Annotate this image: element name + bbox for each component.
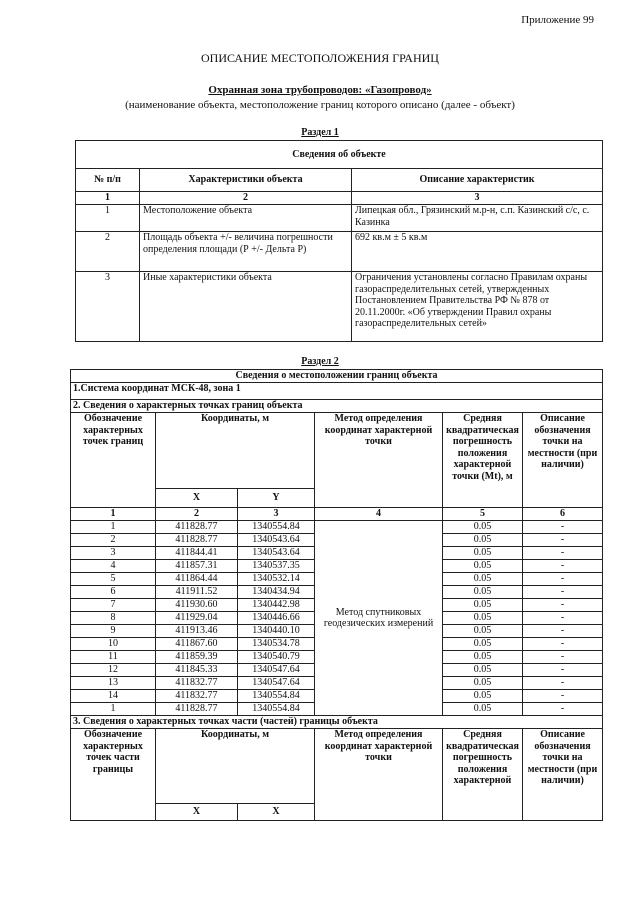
object-info-table [75, 140, 603, 342]
coordinate-system: 1.Система координат МСК-48, зона 1 [71, 383, 603, 400]
point-x: 411828.77 [156, 703, 238, 716]
point-y: 1340534.78 [238, 638, 315, 651]
point-description: - [523, 534, 603, 547]
point-error: 0.05 [443, 560, 523, 573]
col-number: 5 [443, 508, 523, 521]
point-description: - [523, 586, 603, 599]
row-characteristic: Иные характеристики объекта [140, 272, 352, 342]
point-row [71, 521, 603, 534]
point-y: 1340554.84 [238, 703, 315, 716]
section2-label: Раздел 2 [301, 356, 339, 367]
header-description: Описание обозначения точки на местности (при наличии) [523, 413, 603, 508]
point-x: 411857.31 [156, 560, 238, 573]
object-name [0, 84, 640, 97]
point-number: 9 [71, 625, 156, 638]
point-number: 5 [71, 573, 156, 586]
point-number: 13 [71, 677, 156, 690]
point-description: - [523, 599, 603, 612]
point-number: 1 [71, 521, 156, 534]
point-x: 411828.77 [156, 521, 238, 534]
point-number: 4 [71, 560, 156, 573]
part-title: 3. Сведения о характерных точках части (частей) границы объекта [71, 716, 603, 729]
point-error: 0.05 [443, 547, 523, 560]
point-number: 8 [71, 612, 156, 625]
point-description: - [523, 690, 603, 703]
row-num: 1 [76, 205, 140, 232]
point-x: 411844.41 [156, 547, 238, 560]
point-description: - [523, 664, 603, 677]
point-y: 1340540.79 [238, 651, 315, 664]
point-description: - [523, 560, 603, 573]
row-num: 2 [76, 232, 140, 272]
col-number: 6 [523, 508, 603, 521]
point-error: 0.05 [443, 638, 523, 651]
point-x: 411828.77 [156, 534, 238, 547]
point-y: 1340554.84 [238, 521, 315, 534]
point-number: 3 [71, 547, 156, 560]
point-y: 1340434.94 [238, 586, 315, 599]
point-error: 0.05 [443, 651, 523, 664]
point-x: 411859.39 [156, 651, 238, 664]
point-number: 7 [71, 599, 156, 612]
col-number: 3 [238, 508, 315, 521]
table-title: Сведения о местоположении границ объекта [71, 370, 603, 383]
point-y: 1340554.84 [238, 690, 315, 703]
point-x: 411930.60 [156, 599, 238, 612]
row-num: 3 [76, 272, 140, 342]
row-characteristic: Площадь объекта +/- величина погрешности определения площади (Р +/- Дельта Р) [140, 232, 352, 272]
point-x: 411911.52 [156, 586, 238, 599]
point-description: - [523, 573, 603, 586]
part-header-x: X [156, 804, 238, 821]
appendix-label: Приложение 99 [521, 14, 594, 26]
point-description: - [523, 703, 603, 716]
header-coords: Координаты, м [156, 413, 315, 489]
boundary-table [70, 369, 603, 821]
header-error: Средняя квадратическая погрешность положения характерной точки (Mt), м [443, 413, 523, 508]
table-row [76, 232, 603, 272]
point-number: 11 [71, 651, 156, 664]
header-description: Описание характеристик [352, 169, 603, 192]
col-number: 2 [140, 192, 352, 205]
point-y: 1340547.64 [238, 664, 315, 677]
point-description: - [523, 677, 603, 690]
table-row [76, 205, 603, 232]
point-error: 0.05 [443, 599, 523, 612]
section1-label: Раздел 1 [301, 127, 339, 138]
row-description: Ограничения установлены согласно Правилам охраны газораспределительных сетей, утвержденных Постановлением Правительства РФ № 878 от 20.11.2000г. «Об утверждении Правил охраны газораспределительных сетей» [352, 272, 603, 342]
point-y: 1340440.10 [238, 625, 315, 638]
points-title: 2. Сведения о характерных точках границ объекта [71, 400, 603, 413]
point-error: 0.05 [443, 521, 523, 534]
point-y: 1340543.64 [238, 547, 315, 560]
point-x: 411832.77 [156, 677, 238, 690]
point-description: - [523, 547, 603, 560]
point-description: - [523, 521, 603, 534]
part-header-error: Средняя квадратическая погрешность положения характерной [443, 729, 523, 821]
col-number: 2 [156, 508, 238, 521]
point-x: 411864.44 [156, 573, 238, 586]
part-header-method: Метод определения координат характерной точки [315, 729, 443, 821]
point-y: 1340442.98 [238, 599, 315, 612]
point-y: 1340543.64 [238, 534, 315, 547]
point-y: 1340532.14 [238, 573, 315, 586]
header-characteristic: Характеристики объекта [140, 169, 352, 192]
point-method: Метод спутниковых геодезических измерений [315, 521, 443, 716]
point-error: 0.05 [443, 586, 523, 599]
header-method: Метод определения координат характерной точки [315, 413, 443, 508]
point-x: 411913.46 [156, 625, 238, 638]
point-number: 6 [71, 586, 156, 599]
point-number: 1 [71, 703, 156, 716]
point-error: 0.05 [443, 677, 523, 690]
part-header-coords: Координаты, м [156, 729, 315, 804]
point-description: - [523, 612, 603, 625]
point-y: 1340446.66 [238, 612, 315, 625]
row-description: 692 кв.м ± 5 кв.м [352, 232, 603, 272]
table-row [76, 272, 603, 342]
point-number: 14 [71, 690, 156, 703]
col-number: 3 [352, 192, 603, 205]
header-designation: Обозначение характерных точек границ [71, 413, 156, 508]
point-error: 0.05 [443, 664, 523, 677]
point-x: 411867.60 [156, 638, 238, 651]
object-name-text: Охранная зона трубопроводов: «Газопровод» [208, 84, 432, 96]
point-description: - [523, 625, 603, 638]
col-number: 1 [71, 508, 156, 521]
header-x: X [156, 489, 238, 508]
point-x: 411845.33 [156, 664, 238, 677]
point-number: 12 [71, 664, 156, 677]
table-title: Сведения об объекте [76, 141, 603, 169]
row-description: Липецкая обл., Грязинский м.р-н, с.п. Казинский с/с, с. Казинка [352, 205, 603, 232]
point-x: 411832.77 [156, 690, 238, 703]
point-description: - [523, 638, 603, 651]
point-description: - [523, 651, 603, 664]
header-num: № п/п [76, 169, 140, 192]
point-error: 0.05 [443, 573, 523, 586]
point-number: 2 [71, 534, 156, 547]
point-error: 0.05 [443, 612, 523, 625]
row-characteristic: Местоположение объекта [140, 205, 352, 232]
col-number: 4 [315, 508, 443, 521]
point-number: 10 [71, 638, 156, 651]
point-error: 0.05 [443, 534, 523, 547]
point-x: 411929.04 [156, 612, 238, 625]
point-y: 1340547.64 [238, 677, 315, 690]
point-error: 0.05 [443, 625, 523, 638]
part-header-designation: Обозначение характерных точек части границы [71, 729, 156, 821]
part-header-description: Описание обозначения точки на местности (при наличии) [523, 729, 603, 821]
point-error: 0.05 [443, 690, 523, 703]
header-y: Y [238, 489, 315, 508]
point-y: 1340537.35 [238, 560, 315, 573]
point-error: 0.05 [443, 703, 523, 716]
document-title: ОПИСАНИЕ МЕСТОПОЛОЖЕНИЯ ГРАНИЦ [201, 51, 439, 65]
col-number: 1 [76, 192, 140, 205]
part-header-y: X [238, 804, 315, 821]
object-subtitle: (наименование объекта, местоположение границ которого описано (далее - объект) [125, 99, 515, 111]
